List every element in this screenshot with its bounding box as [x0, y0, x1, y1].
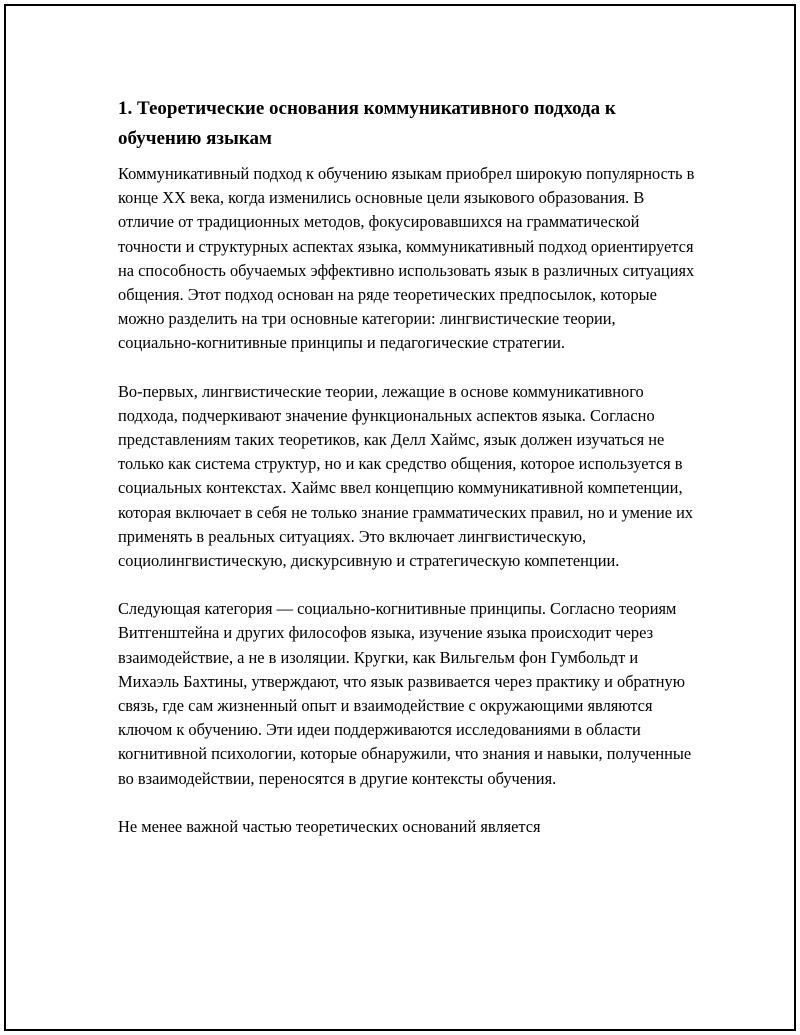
- document-body: [118, 94, 698, 863]
- paragraph-linguistic-theories: Во-первых, лингвистические теории, лежащие в основе коммуникативного подхода, подчеркивают значение функциональных аспектов языка. Согласно представлениям таких теоретиков, как Делл Хаймс, язык должен изучаться не только как система структур, но и как средство общения, которое используется в социальных контекстах. Хаймс ввел концепцию коммуникативной компетенции, которая включает в себя не только знание грамматических правил, но и умение их применять в реальных ситуациях. Это включает лингвистическую, социолингвистическую, дискурсивную и стратегическую компетенции.: [118, 381, 694, 571]
- section-heading: 1. Теоретические основания коммуникативного подхода к обучению языкам: [118, 98, 616, 149]
- paragraph-intro: Коммуникативный подход к обучению языкам приобрел широкую популярность в конце XX века, когда изменились основные цели языкового образования. В отличие от традиционных методов, фокусировавшихся на грамматической точности и структурных аспектах языка, коммуникативный подход ориентируется на способность обучаемых эффективно использовать язык в различных ситуациях общения. Этот подход основан на ряде теоретических предпосылок, которые можно разделить на три основные категории: лингвистические теории, социально-когнитивные принципы и педагогические стратегии.: [118, 164, 695, 353]
- paragraph-continuation: Не менее важной частью теоретических оснований является: [118, 816, 541, 836]
- paragraph-socio-cognitive-principles: Следующая категория — социально-когнитивные принципы. Согласно теориям Витгенштейна и других философов языка, изучение языка происходит через взаимодействие, а не в изоляции. Кругки, как Вильгельм фон Гумбольдт и Михаэль Бахтины, утверждают, что язык развивается через практику и обратную связь, где сам жизненный опыт и взаимодействие с окружающими являются ключом к обучению. Эти идеи поддерживаются исследованиями в области когнитивной психологии, которые обнаружили, что знания и навыки, полученные во взаимодействии, переносятся в другие контексты обучения.: [118, 599, 692, 788]
